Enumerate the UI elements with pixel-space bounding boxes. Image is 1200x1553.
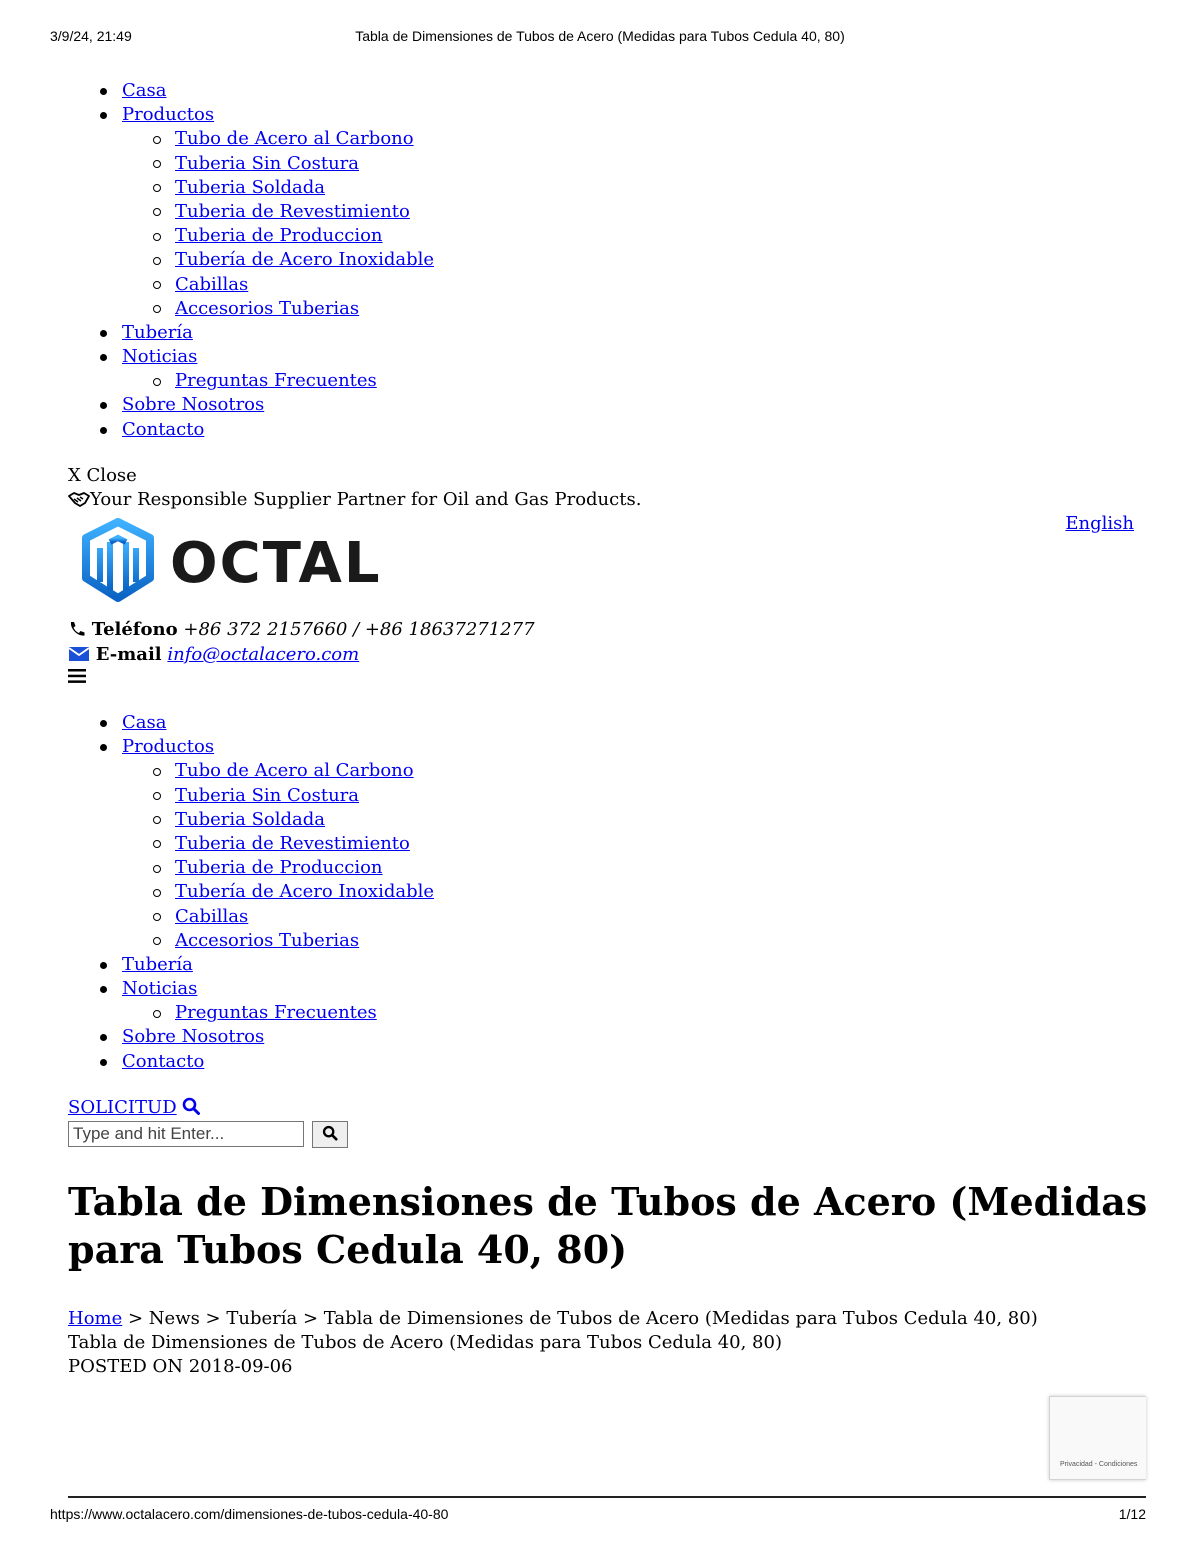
- mobile-menu: [68, 79, 668, 442]
- submenu-link-inoxidable[interactable]: Tubería de Acero Inoxidable: [175, 249, 435, 271]
- octal-logo-graphic: [78, 518, 438, 608]
- email-line: [68, 643, 359, 667]
- language-link[interactable]: English: [1065, 513, 1134, 534]
- search-input[interactable]: [68, 1121, 304, 1147]
- search-button[interactable]: [312, 1121, 348, 1148]
- menu-link-noticias[interactable]: Noticias: [122, 978, 198, 1000]
- submenu-item: [68, 127, 668, 151]
- phone-line: [68, 618, 535, 642]
- email-link[interactable]: [167, 644, 359, 665]
- submenu-item: [68, 832, 668, 856]
- submenu-item: [68, 273, 668, 297]
- submenu-link-cabillas[interactable]: Cabillas: [175, 273, 249, 295]
- submenu-link-faq[interactable]: Preguntas Frecuentes: [175, 1002, 377, 1024]
- solicitud-link[interactable]: SOLICITUD: [68, 1097, 177, 1118]
- submenu-item: [68, 248, 668, 272]
- submenu-link-accesorios[interactable]: Accesorios Tuberias: [175, 297, 360, 319]
- search-icon: [322, 1125, 338, 1141]
- menu-item-contacto: [68, 418, 668, 442]
- menu-item-sobre: [68, 393, 668, 417]
- print-title: Tabla de Dimensiones de Tubos de Acero (Medidas para Tubos Cedula 40, 80): [355, 28, 845, 44]
- menu-link-contacto[interactable]: Contacto: [122, 1050, 205, 1072]
- menu-link-tuberia[interactable]: Tubería: [122, 953, 193, 975]
- submenu-item: [68, 759, 668, 783]
- logo-text: OCTAL: [170, 531, 382, 596]
- article-subtitle: Tabla de Dimensiones de Tubos de Acero (Medidas para Tubos Cedula 40, 80): [68, 1332, 782, 1353]
- submenu-item: [68, 856, 668, 880]
- submenu-link-faq[interactable]: Preguntas Frecuentes: [175, 370, 377, 392]
- phone-label: Teléfono: [91, 619, 178, 640]
- close-button[interactable]: X Close: [68, 465, 137, 486]
- submenu-item: [68, 224, 668, 248]
- submenu-item: [68, 808, 668, 832]
- menu-link-casa[interactable]: Casa: [122, 712, 167, 733]
- tagline: [68, 488, 641, 512]
- print-url: https://www.octalacero.com/dimensiones-de-tubos-cedula-40-80: [50, 1506, 449, 1522]
- recaptcha-badge[interactable]: [1049, 1396, 1146, 1480]
- menu-link-productos[interactable]: Productos: [122, 104, 215, 126]
- menu-item-tuberia: [68, 953, 668, 977]
- submenu-link-revestimiento[interactable]: Tuberia de Revestimiento: [175, 832, 410, 854]
- submenu-item: [68, 784, 668, 808]
- submenu-link-sin-costura[interactable]: Tuberia Sin Costura: [175, 152, 359, 174]
- submenu-link-carbono[interactable]: Tubo de Acero al Carbono: [175, 760, 414, 782]
- main-menu: [68, 711, 668, 1074]
- submenu-link-revestimiento[interactable]: Tuberia de Revestimiento: [175, 200, 410, 222]
- footer-divider: [68, 1496, 1146, 1498]
- submenu-link-carbono[interactable]: Tubo de Acero al Carbono: [175, 128, 414, 150]
- page-number: 1/12: [1118, 1506, 1146, 1522]
- email-label: E-mail: [95, 644, 162, 665]
- submenu-link-cabillas[interactable]: Cabillas: [175, 905, 249, 927]
- menu-link-noticias[interactable]: Noticias: [122, 346, 198, 368]
- tagline-text: Your Responsible Supplier Partner for Oil and Gas Products.: [90, 489, 642, 510]
- submenu-item: [68, 200, 668, 224]
- search-icon[interactable]: [182, 1097, 200, 1115]
- menu-link-contacto[interactable]: Contacto: [122, 418, 205, 440]
- menu-item-productos: [68, 735, 668, 759]
- menu-link-casa[interactable]: Casa: [122, 80, 167, 101]
- octal-logo[interactable]: [78, 518, 438, 608]
- breadcrumb: [68, 1307, 1038, 1331]
- submenu-link-inoxidable[interactable]: Tubería de Acero Inoxidable: [175, 881, 435, 903]
- page-title: Tabla de Dimensiones de Tubos de Acero (Medidas para Tubos Cedula 40, 80): [68, 1179, 1148, 1272]
- menu-link-productos[interactable]: Productos: [122, 736, 215, 758]
- breadcrumb-home-link[interactable]: Home: [68, 1308, 123, 1329]
- solicitud-row: [68, 1096, 200, 1120]
- submenu-item: [68, 369, 668, 393]
- submenu-link-accesorios[interactable]: Accesorios Tuberias: [175, 929, 360, 951]
- handshake-icon: [68, 490, 90, 508]
- breadcrumb-trail: > News > Tubería > Tabla de Dimensiones de Tubos de Acero (Medidas para Tubos Cedula 40, 80): [122, 1308, 1038, 1329]
- submenu-link-produccion[interactable]: Tuberia de Produccion: [175, 857, 383, 879]
- print-datetime: 3/9/24, 21:49: [50, 28, 132, 44]
- submenu-link-soldada[interactable]: Tuberia Soldada: [175, 176, 326, 198]
- menu-item-tuberia: [68, 321, 668, 345]
- hamburger-menu-icon[interactable]: [68, 668, 86, 684]
- menu-link-sobre[interactable]: Sobre Nosotros: [122, 394, 265, 416]
- recaptcha-terms[interactable]: Privacidad - Condiciones: [1060, 1461, 1138, 1468]
- menu-link-sobre[interactable]: Sobre Nosotros: [122, 1026, 265, 1048]
- menu-item-productos: [68, 103, 668, 127]
- email-value: info@octalacero.com: [167, 644, 360, 665]
- submenu-item: [68, 176, 668, 200]
- submenu-item: [68, 1001, 668, 1025]
- posted-date: POSTED ON 2018-09-06: [68, 1356, 293, 1377]
- menu-item-casa: [68, 79, 668, 103]
- submenu-link-sin-costura[interactable]: Tuberia Sin Costura: [175, 784, 359, 806]
- menu-item-contacto: [68, 1050, 668, 1074]
- phone-icon: [68, 621, 86, 637]
- submenu-item: [68, 929, 668, 953]
- submenu-item: [68, 152, 668, 176]
- menu-item-noticias: [68, 977, 668, 1001]
- submenu-item: [68, 880, 668, 904]
- menu-item-noticias: [68, 345, 668, 369]
- menu-link-tuberia[interactable]: Tubería: [122, 321, 193, 343]
- print-header: [0, 28, 1200, 50]
- menu-item-casa: [68, 711, 668, 735]
- submenu-link-produccion[interactable]: Tuberia de Produccion: [175, 225, 383, 247]
- menu-item-sobre: [68, 1025, 668, 1049]
- submenu-item: [68, 297, 668, 321]
- phone-value: +86 372 2157660 / +86 18637271277: [183, 619, 535, 640]
- envelope-icon: [68, 646, 90, 662]
- print-footer: [0, 1506, 1200, 1528]
- submenu-item: [68, 905, 668, 929]
- submenu-link-soldada[interactable]: Tuberia Soldada: [175, 808, 326, 830]
